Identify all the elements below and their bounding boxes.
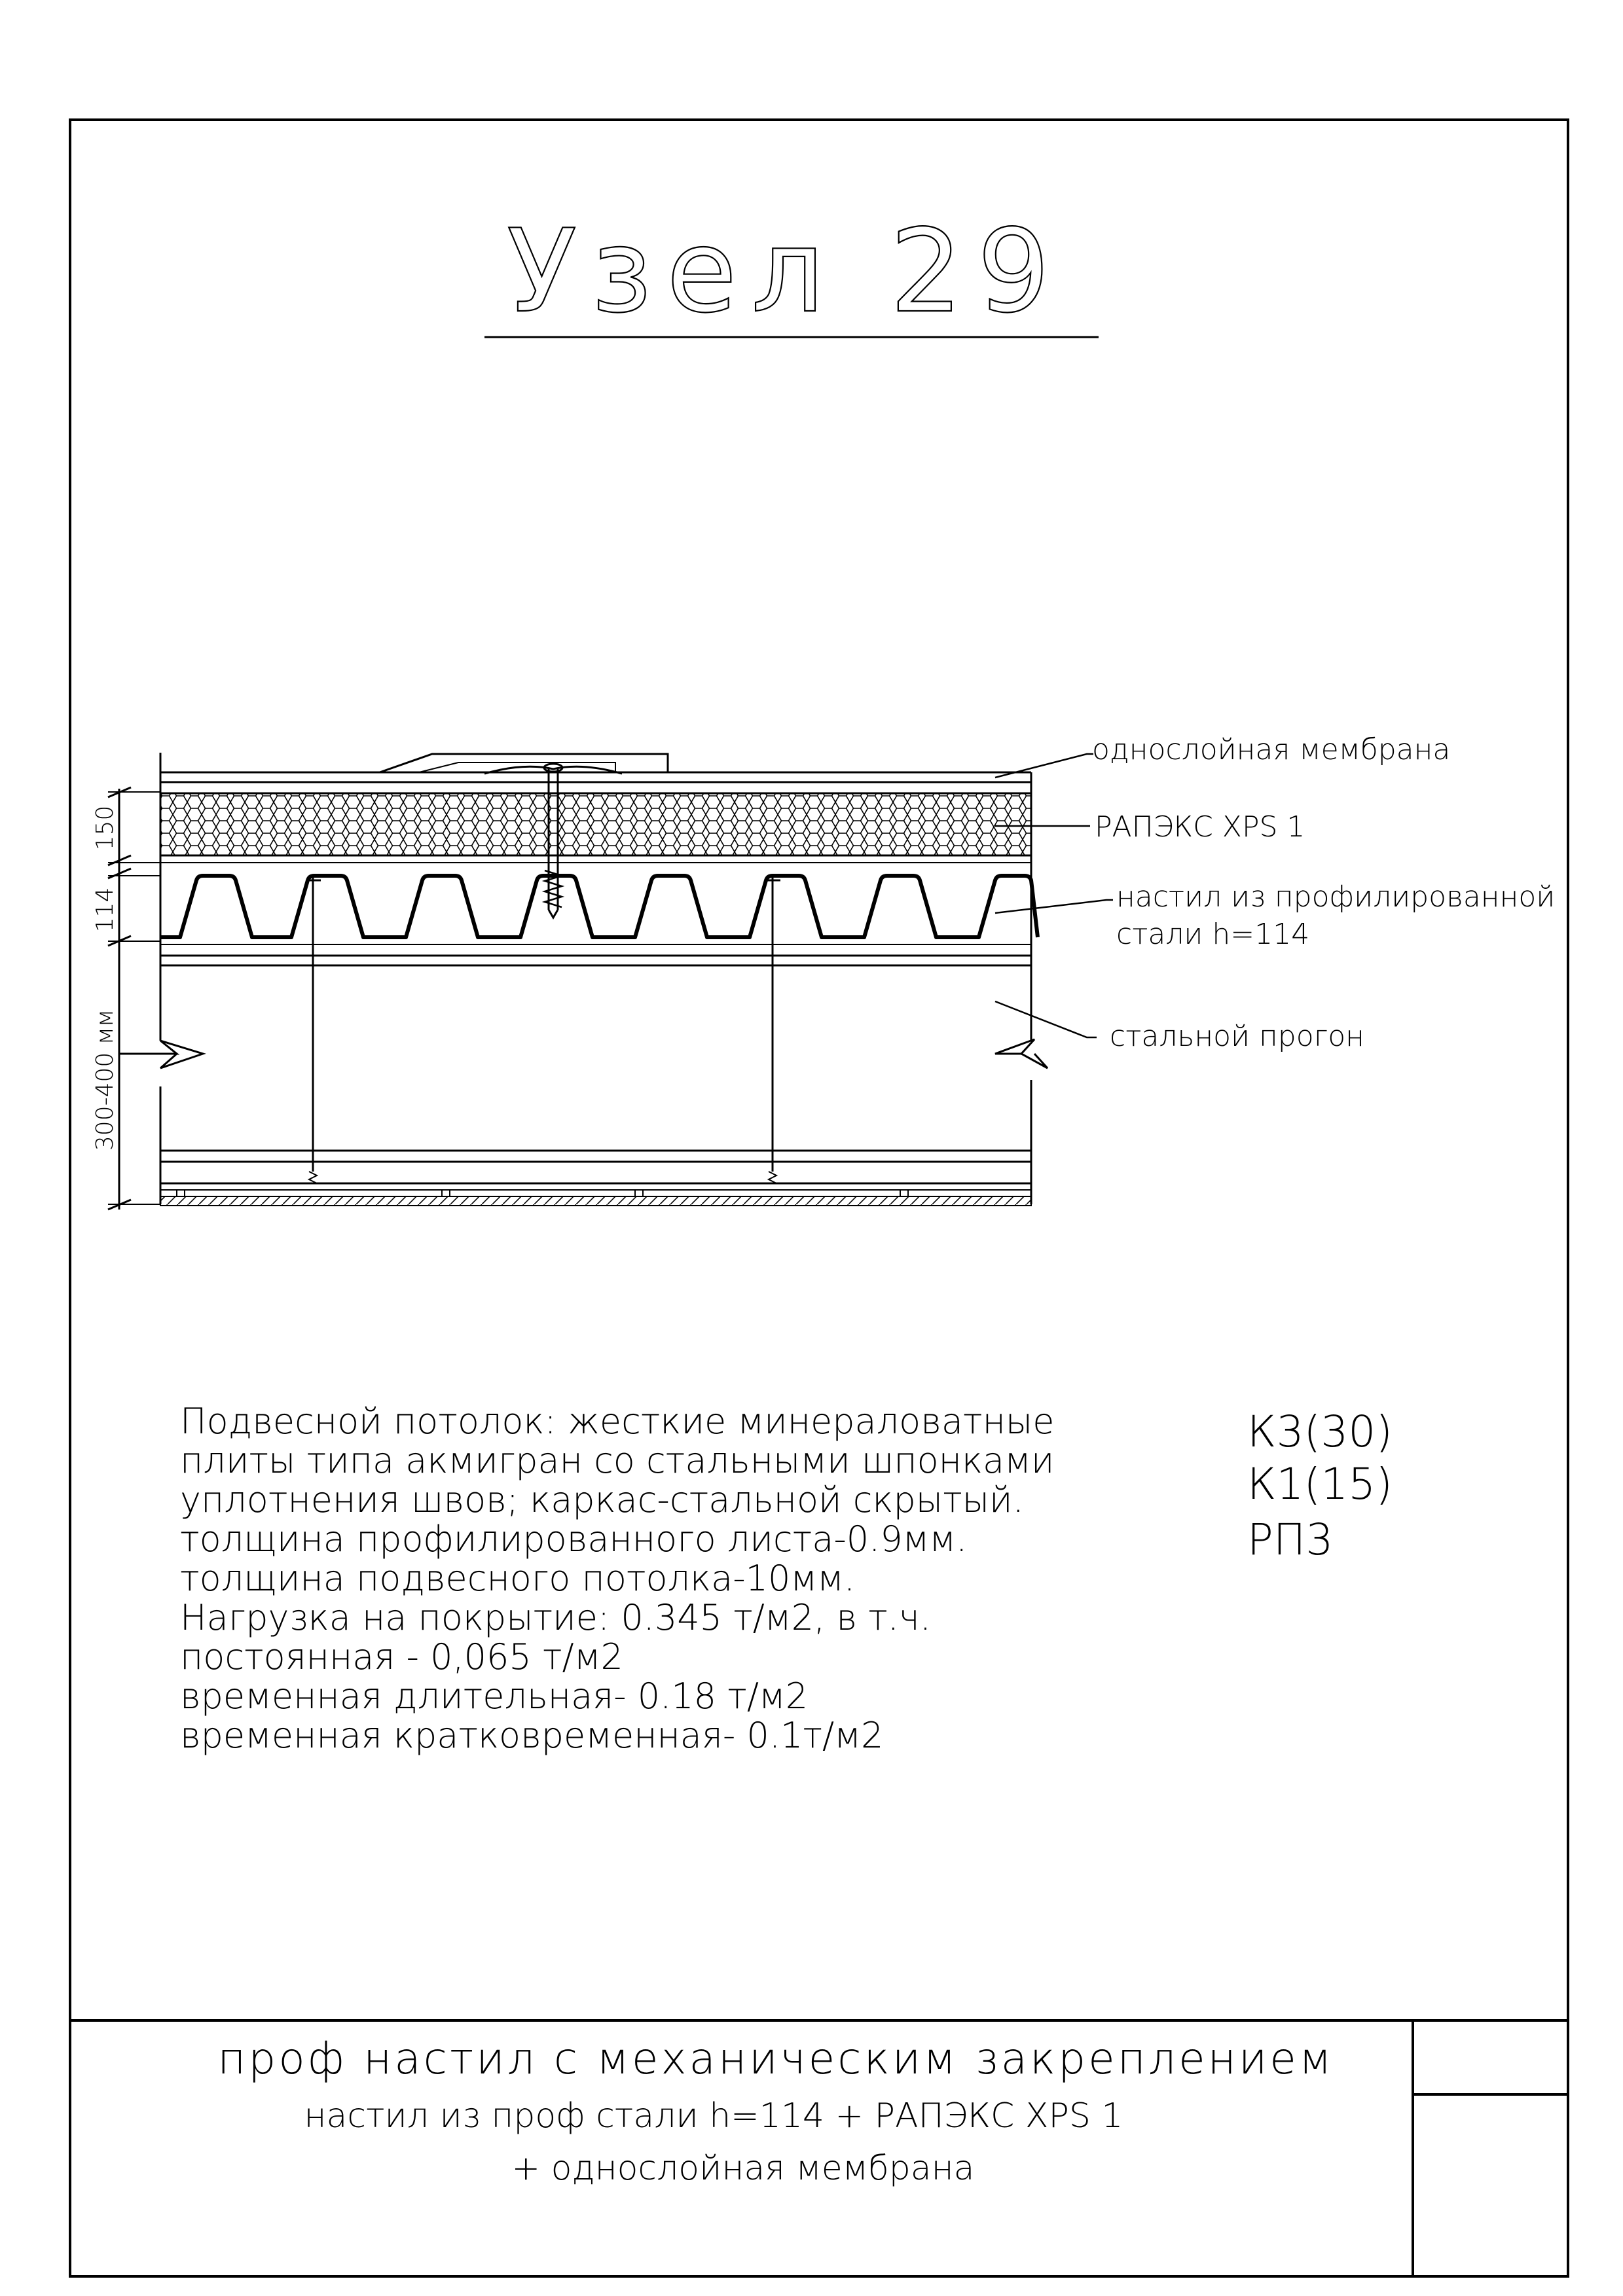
dim-300-400: 300-400 мм [92, 1009, 119, 1151]
note-line-8: временная длительная- 0.18 т/м2 [180, 1676, 809, 1717]
footer-line-3: + однослойная мембрана [511, 2149, 975, 2188]
break-line-right [995, 1039, 1048, 1068]
footer-line-2: настил из проф стали h=114 + РАПЭКС XPS 1 [304, 2096, 1123, 2136]
break-line-left [119, 1041, 203, 1068]
fire-classes [1247, 1407, 1393, 1565]
page-title: Узел 29 [507, 206, 1065, 338]
dim-150: 150 [92, 805, 119, 851]
membrane-layer [160, 754, 1031, 782]
note-line-5: толщина подвесного потолка-10мм. [180, 1558, 856, 1599]
class-k1: К1(15) [1247, 1459, 1393, 1509]
title-block-text [217, 2034, 1334, 2188]
dimension-chain [92, 787, 160, 1210]
label-membrane: однослойная мембрана [1092, 733, 1451, 766]
footer-line-1: проф настил с механическим закреплением [217, 2034, 1334, 2084]
note-line-9: временная кратковременная- 0.1т/м2 [180, 1715, 884, 1756]
suspended-ceiling [160, 1151, 1031, 1206]
label-deck-line1: настил из профилированной [1116, 880, 1556, 914]
xps-insulation-layer [160, 793, 1031, 855]
class-rp3: РП3 [1247, 1515, 1334, 1565]
note-line-3: уплотнения швов; каркас-стальной скрытый. [180, 1479, 1024, 1520]
note-line-6: Нагрузка на покрытие: 0.345 т/м2, в т.ч. [180, 1597, 931, 1638]
label-purlin: стальной прогон [1110, 1020, 1364, 1053]
roof-section-drawing [92, 733, 1555, 1210]
label-deck-line2: стали h=114 [1116, 918, 1310, 951]
class-k3: К3(30) [1247, 1407, 1393, 1457]
label-xps: РАПЭКС XPS 1 [1095, 810, 1305, 844]
note-line-7: постоянная - 0,065 т/м2 [180, 1636, 623, 1677]
profiled-deck-layer [160, 863, 1038, 965]
note-line-1: Подвесной потолок: жесткие минераловатные [180, 1401, 1055, 1442]
dim-114: 114 [92, 887, 119, 933]
note-line-4: толщина профилированного листа-0.9мм. [180, 1518, 968, 1560]
ceiling-hangers [306, 877, 780, 1183]
note-line-2: плиты типа акмигран со стальными шпонками [180, 1440, 1055, 1481]
notes-block [180, 1401, 1054, 1756]
